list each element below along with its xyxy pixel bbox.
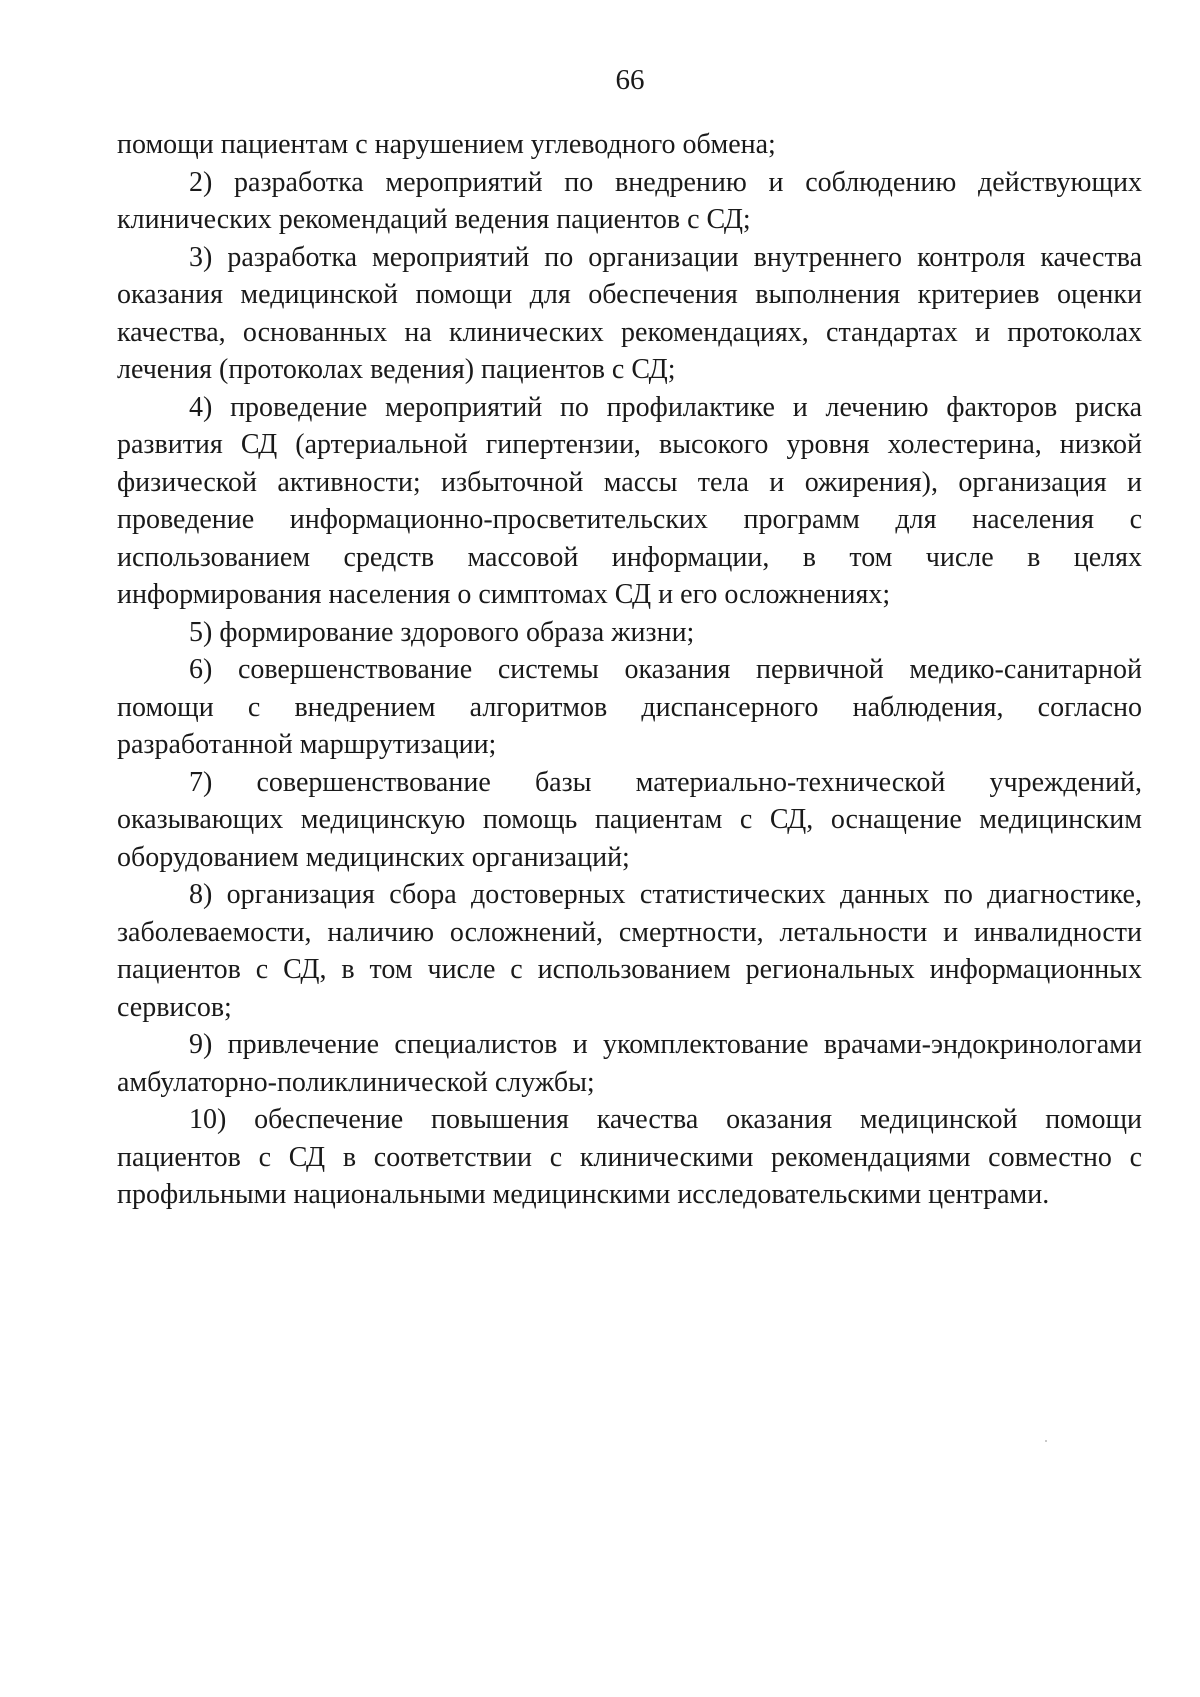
list-item-8: 8) организация сбора достоверных статистических данных по диагностике, заболеваемости, наличию осложнений, смертности, летальности и инвалидности пациентов с СД, в том числе с использованием региональных информационных сервисов; xyxy=(117,879,1142,1023)
list-item-7: 7) совершенствование базы материально-технической учреждений, оказывающих медицинскую помощь пациентам с СД, оснащение медицинским оборудованием медицинских организаций; xyxy=(117,766,1142,873)
scan-speck xyxy=(1045,1440,1047,1442)
list-item-3: 3) разработка мероприятий по организации внутреннего контроля качества оказания медицинской помощи для обеспечения выполнения критериев оценки качества, основанных на клинических рекомендациях, стандартах и протоколах лечения (протоколах ведения) пациентов с СД; xyxy=(117,241,1142,385)
list-item-6: 6) совершенствование системы оказания первичной медико-санитарной помощи с внедрением алгоритмов диспансерного наблюдения, согласно разработанной маршрутизации; xyxy=(117,654,1142,760)
list-item-5: 5) формирование здорового образа жизни; xyxy=(189,616,695,648)
list-item-10: 10) обеспечение повышения качества оказания медицинской помощи пациентов с СД в соответствии с клиническими рекомендациями совместно с профильными национальными медицинскими исследовательскими центрами. xyxy=(117,1104,1142,1210)
list-item-9: 9) привлечение специалистов и укомплектование врачами-эндокринологами амбулаторно-поликлинической службы; xyxy=(117,1029,1142,1098)
list-item-4: 4) проведение мероприятий по профилактике и лечению факторов риска развития СД (артериальной гипертензии, высокого уровня холестерина, низкой физической активности; избыточной массы тела и ожирения), организация и проведение информационно-просветительских программ для населения с использованием средств массовой информации, в том числе в целях информирования населения о симптомах СД и его осложнениях; xyxy=(117,391,1142,610)
document-body xyxy=(117,126,1142,1214)
page-number: 66 xyxy=(615,64,645,96)
list-item-2: 2) разработка мероприятий по внедрению и соблюдению действующих клинических рекомендаций ведения пациентов с СД; xyxy=(117,166,1142,235)
paragraph-continuation: помощи пациентам с нарушением углеводного обмена; xyxy=(117,129,776,160)
